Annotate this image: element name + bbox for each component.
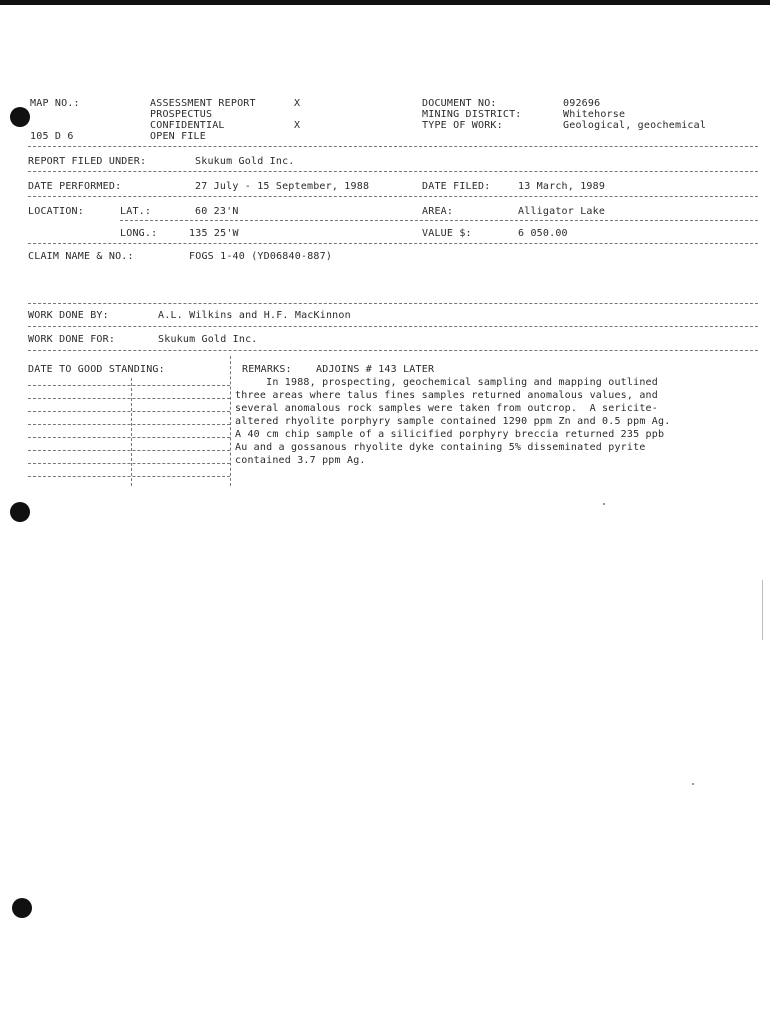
divider [28,326,758,327]
map-no-label: MAP NO.: [30,98,80,109]
mining-district-value: Whitehorse [563,109,626,120]
good-standing-row [28,411,230,412]
long-value: 135 25'W [189,228,239,239]
good-standing-row [28,463,230,464]
remarks-line: three areas where talus fines samples returned anomalous values, and [235,390,658,401]
divider [120,220,758,221]
status-confidential-mark: X [294,120,301,131]
status-confidential: CONFIDENTIAL [150,120,225,131]
work-done-by-value: A.L. Wilkins and H.F. MacKinnon [158,310,351,321]
divider [28,171,758,172]
report-filed-under-label: REPORT FILED UNDER: [28,156,147,167]
document-no-label: DOCUMENT NO: [422,98,497,109]
scan-top-edge [0,0,770,5]
remarks-adjoins: ADJOINS # 143 LATER [316,364,435,375]
remarks-line: altered rhyolite porphyry sample contained 1290 ppm Zn and 0.5 ppm Ag. [235,416,671,427]
scan-speck [603,503,605,505]
remarks-label: REMARKS: [242,364,292,375]
type-of-work-value: Geological, geochemical [563,120,707,131]
good-standing-row [28,450,230,451]
date-performed-label: DATE PERFORMED: [28,181,122,192]
status-prospectus: PROSPECTUS [150,109,213,120]
remarks-line: Au and a gossanous rhyolite dyke containing 5% disseminated pyrite [235,442,646,453]
divider [28,196,758,197]
document-no-value: 092696 [563,98,601,109]
remarks-line: contained 3.7 ppm Ag. [235,455,366,466]
remarks-line: several anomalous rock samples were taken from outcrop. A sericite- [235,403,658,414]
remarks-line: A 40 cm chip sample of a silicified porphyry breccia returned 235 ppb [235,429,665,440]
long-label: LONG.: [120,228,158,239]
good-standing-row [28,424,230,425]
divider [28,146,758,147]
good-standing-row [28,437,230,438]
mining-district-label: MINING DISTRICT: [422,109,522,120]
good-standing-row [28,385,230,386]
good-standing-row [28,476,230,477]
date-to-good-standing-label: DATE TO GOOD STANDING: [28,364,165,375]
date-filed-label: DATE FILED: [422,181,491,192]
work-done-by-label: WORK DONE BY: [28,310,109,321]
punch-hole-bottom [12,898,32,918]
lat-value: 60 23'N [195,206,239,217]
divider [28,303,758,304]
type-of-work-label: TYPE OF WORK: [422,120,503,131]
remarks-column-divider [230,356,231,486]
scan-speck [762,580,763,640]
remarks-line: In 1988, prospecting, geochemical sampling and mapping outlined [235,377,658,388]
date-performed-value: 27 July - 15 September, 1988 [195,181,370,192]
area-label: AREA: [422,206,454,217]
value-label: VALUE $: [422,228,472,239]
status-open-file: OPEN FILE [150,131,206,142]
status-assessment-report-mark: X [294,98,301,109]
date-filed-value: 13 March, 1989 [518,181,606,192]
lat-label: LAT.: [120,206,152,217]
divider [28,243,758,244]
good-standing-row [28,398,230,399]
punch-hole-middle [10,502,30,522]
claim-value: FOGS 1-40 (YD06840-887) [189,251,333,262]
scan-speck [692,783,694,785]
work-done-for-label: WORK DONE FOR: [28,334,116,345]
status-assessment-report: ASSESSMENT REPORT [150,98,256,109]
divider [28,350,758,351]
claim-label: CLAIM NAME & NO.: [28,251,134,262]
work-done-for-value: Skukum Gold Inc. [158,334,258,345]
value-value: 6 050.00 [518,228,568,239]
punch-hole-top [10,107,30,127]
location-label: LOCATION: [28,206,84,217]
map-no-value: 105 D 6 [30,131,74,142]
report-filed-under-value: Skukum Gold Inc. [195,156,295,167]
area-value: Alligator Lake [518,206,606,217]
good-standing-column-divider [131,378,132,486]
